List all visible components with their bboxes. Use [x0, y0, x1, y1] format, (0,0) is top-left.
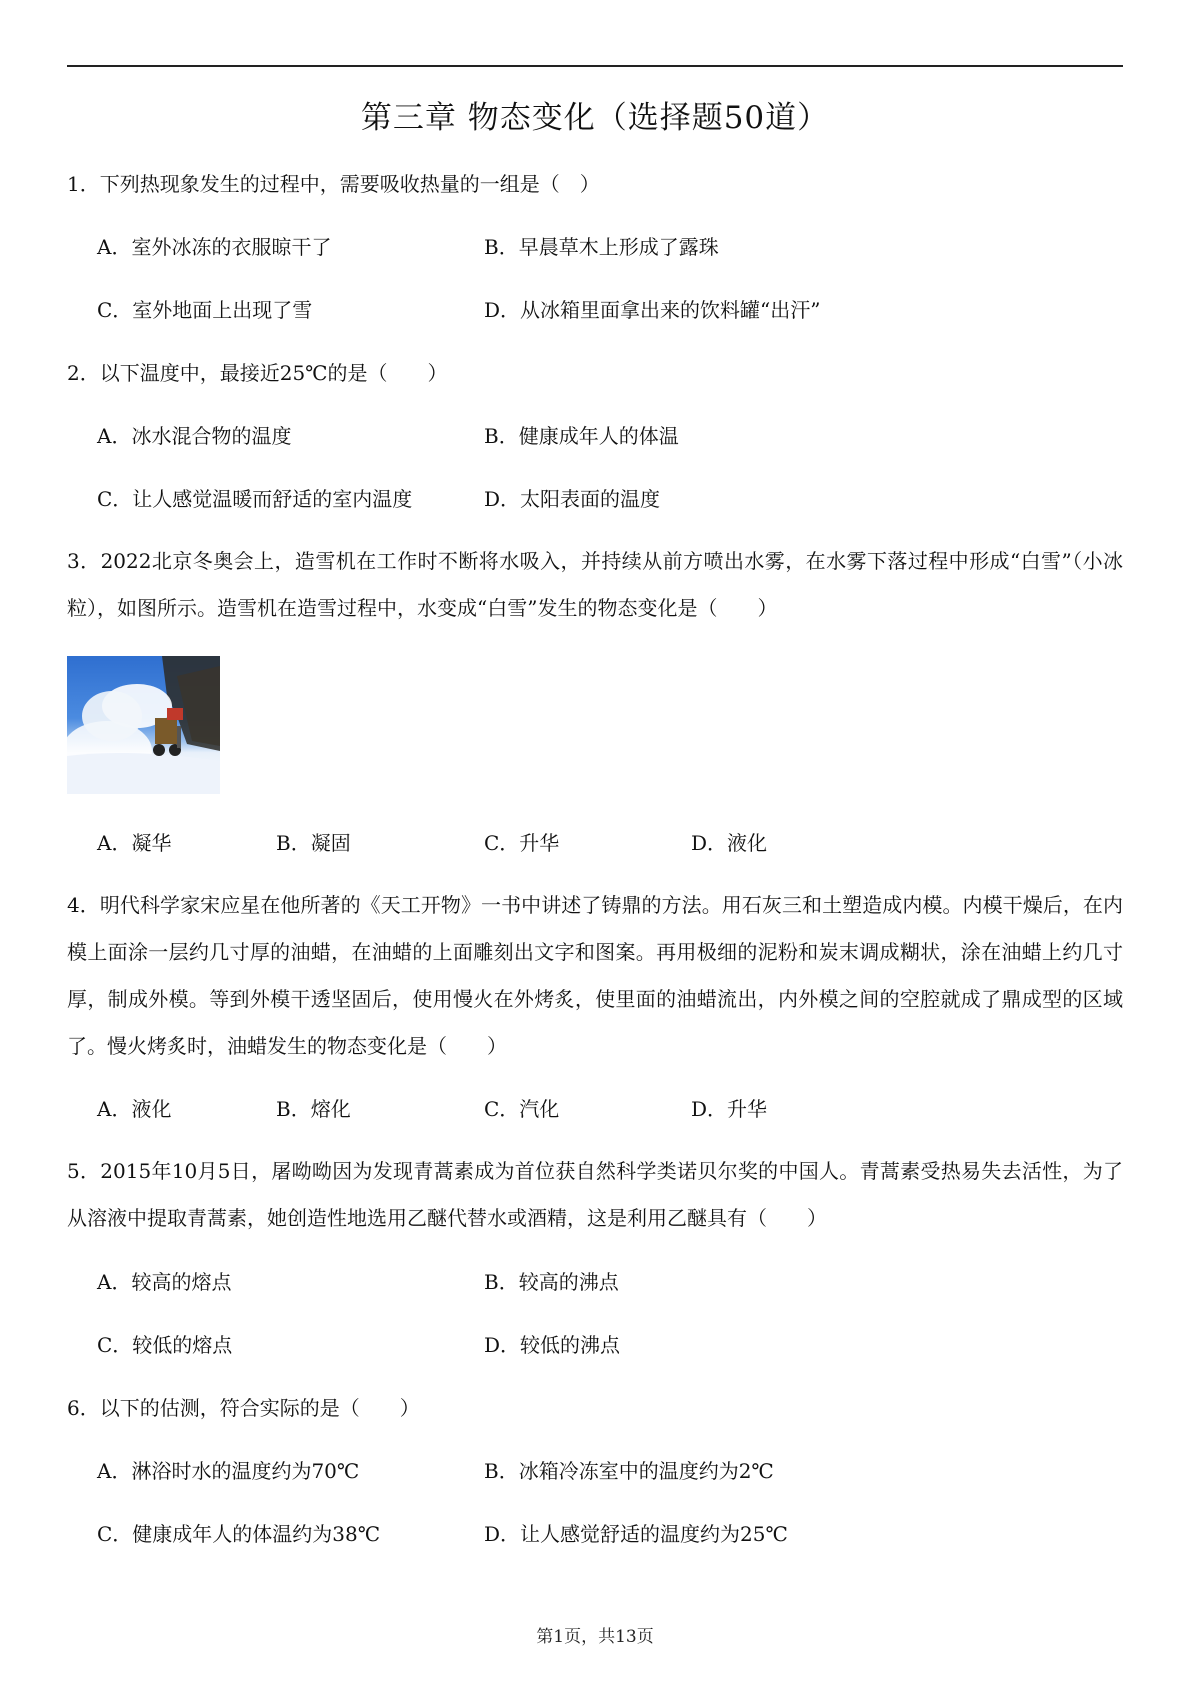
question-4-option-b: B．熔化 — [276, 1097, 351, 1121]
question-1-option-c: C．室外地面上出现了雪 — [97, 298, 313, 322]
question-6-option-b: B．冰箱冷冻室中的温度约为2℃ — [484, 1459, 774, 1483]
page-footer: 第1页，共13页 — [536, 1627, 654, 1647]
question-6-option-a: A．淋浴时水的温度约为70℃ — [97, 1459, 360, 1483]
question-3-option-a: A．凝华 — [97, 831, 172, 855]
question-2-stem: 2．以下温度中，最接近25℃的是（ ） — [67, 361, 448, 385]
question-4-option-a: A．液化 — [97, 1097, 172, 1121]
question-2-option-b: B．健康成年人的体温 — [484, 424, 679, 448]
top-rule — [67, 65, 1123, 67]
question-6-option-d: D．让人感觉舒适的温度约为25℃ — [484, 1522, 788, 1546]
question-5-option-c: C．较低的熔点 — [97, 1333, 233, 1357]
question-1-option-d: D．从冰箱里面拿出来的饮料罐“出汗” — [484, 298, 821, 322]
question-1-stem: 1．下列热现象发生的过程中，需要吸收热量的一组是（ ） — [67, 172, 600, 196]
question-3-option-b: B．凝固 — [276, 831, 351, 855]
question-4-stem: 4．明代科学家宋应星在他所著的《天工开物》一书中讲述了铸鼎的方法。用石灰三和土塑造成内模。内模干燥后，在内模上面涂一层约几寸厚的油蜡，在油蜡的上面雕刻出文字和图案。再用极细的泥粉和炭末调成糊状，涂在油蜡上约几寸厚，制成外模。等到外模干透坚固后，使用慢火在外烤炙，使里面的油蜡流出，内外模之间的空腔就成了鼎成型的区域了。慢火烤炙时，油蜡发生的物态变化是（ ） — [67, 893, 1123, 1058]
question-4-option-c: C．汽化 — [484, 1097, 560, 1121]
question-5-option-b: B．较高的沸点 — [484, 1270, 619, 1294]
question-6-stem: 6．以下的估测，符合实际的是（ ） — [67, 1396, 420, 1420]
question-3-option-d: D．液化 — [691, 831, 768, 855]
page-title: 第三章 物态变化（选择题50道） — [360, 100, 830, 136]
question-2-option-d: D．太阳表面的温度 — [484, 487, 661, 511]
question-1-option-a: A．室外冰冻的衣服晾干了 — [97, 235, 332, 259]
snow-machine-photo — [67, 656, 220, 794]
question-3-option-c: C．升华 — [484, 831, 560, 855]
question-3-stem: 3．2022北京冬奥会上，造雪机在工作时不断将水吸入，并持续从前方喷出水雾，在水雾下落过程中形成“白雪”（小冰粒），如图所示。造雪机在造雪过程中，水变成“白雪”发生的物态变化是（ ） — [67, 549, 1123, 620]
question-5-option-d: D．较低的沸点 — [484, 1333, 621, 1357]
question-1-option-b: B．早晨草木上形成了露珠 — [484, 235, 719, 259]
question-2-option-c: C．让人感觉温暖而舒适的室内温度 — [97, 487, 413, 511]
question-5-option-a: A．较高的熔点 — [97, 1270, 232, 1294]
question-6-option-c: C．健康成年人的体温约为38℃ — [97, 1522, 381, 1546]
question-2-option-a: A．冰水混合物的温度 — [97, 424, 292, 448]
question-4-option-d: D．升华 — [691, 1097, 768, 1121]
question-5-stem: 5．2015年10月5日，屠呦呦因为发现青蒿素成为首位获自然科学类诺贝尔奖的中国人。青蒿素受热易失去活性，为了从溶液中提取青蒿素，她创造性地选用乙醚代替水或酒精，这是利用乙醚具有（ ） — [67, 1159, 1123, 1230]
